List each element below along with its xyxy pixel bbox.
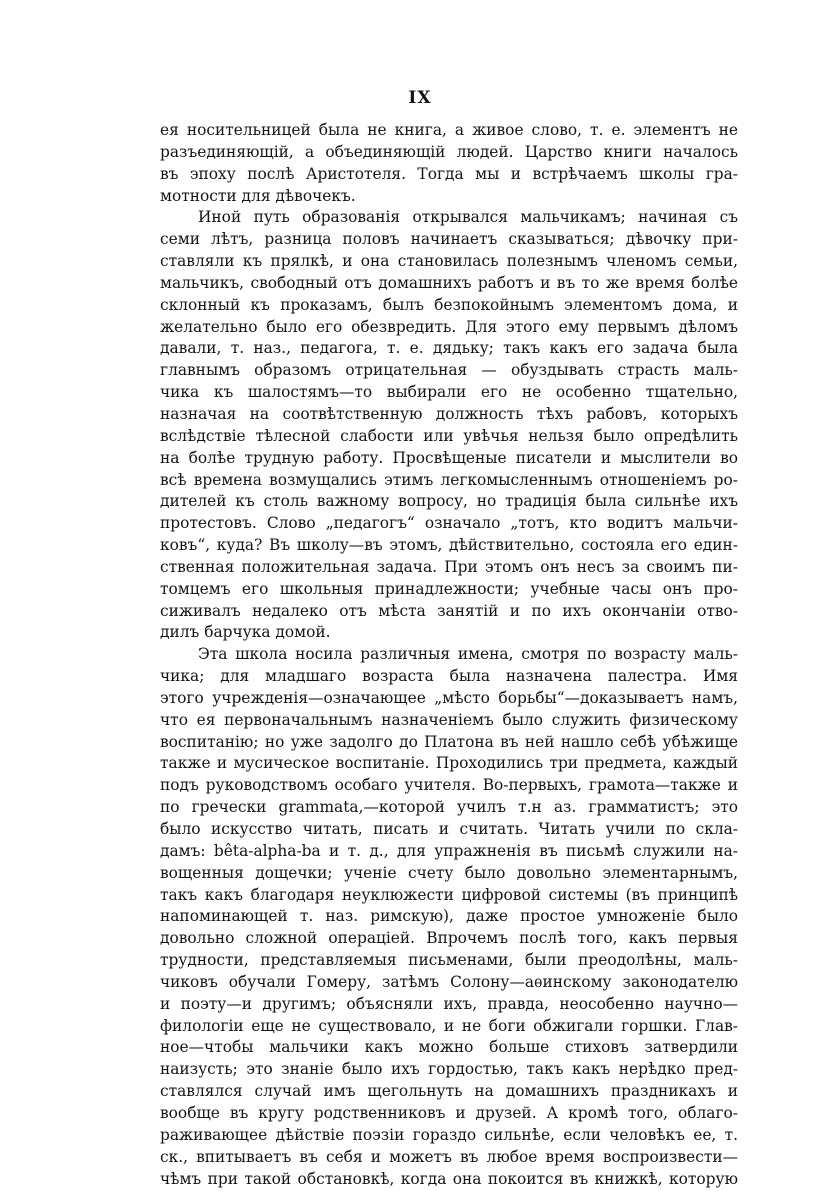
text-line: Иной путь образованія открывался мальчикамъ; начиная съ	[198, 208, 738, 227]
text-line: трудности, представляемыя письменами, были преодолѣны, маль-	[160, 951, 738, 970]
text-line: ковъ“, куда? Въ школу—въ этомъ, дѣйствительно, состояла его един-	[160, 536, 738, 555]
text-line: сиживалъ недалеко отъ мѣста занятій и по ихъ окончаніи отво-	[160, 601, 738, 620]
text-line: склонный къ проказамъ, былъ безпокойнымъ элементомъ дома, и	[160, 295, 738, 314]
text-line: вообще въ кругу родственниковъ и друзей. А кромѣ того, облаго-	[160, 1103, 738, 1122]
text-line: мотности для дѣвочекъ.	[160, 186, 356, 205]
text-line: ставляли къ прялкѣ, и она становилась полезнымъ членомъ семьи,	[160, 252, 738, 271]
text-line: также и мусическое воспитаніе. Проходились три предмета, каждый	[160, 754, 738, 773]
text-line: напоминающей т. наз. римскую), даже простое умноженіе было	[160, 907, 738, 926]
text-line: ное—чтобы мальчики какъ можно больше стиховъ затвердили	[160, 1038, 738, 1057]
text-line: Эта школа носила различныя имена, смотря по возрасту маль-	[198, 645, 738, 664]
text-line: назначая на соотвѣтственную должность тѣхъ рабовъ, которыхъ	[160, 404, 738, 423]
text-line: вощенныя дощечки; ученіе счету было довольно элементарнымъ,	[160, 863, 738, 882]
text-line: ставлялся случай имъ щегольнуть на домашнихъ праздникахъ и	[160, 1082, 738, 1101]
text-line: желательно было его обезвредить. Для этого ему первымъ дѣломъ	[160, 317, 738, 336]
text-line: и поэту—и другимъ; объясняли ихъ, правда, неособенно научно—	[160, 994, 738, 1013]
text-line: чика къ шалостямъ—то выбирали его не особенно тщательно,	[160, 383, 738, 402]
text-line: протестовъ. Слово „педагогъ“ означало „тотъ, кто водитъ мальчи-	[160, 514, 738, 533]
text-line: воспитанію; но уже задолго до Платона въ ней нашло себѣ убѣжище	[160, 732, 738, 751]
text-line: дителей къ столь важному вопросу, но традиція была сильнѣе ихъ	[160, 492, 738, 511]
text-line: семи лѣтъ, разница половъ начинаетъ сказываться; дѣвочку при-	[160, 230, 738, 249]
page-number: IX	[408, 88, 432, 108]
text-line: дилъ барчука домой.	[160, 623, 331, 642]
text-line: что ея первоначальнымъ назначеніемъ было служить физическому	[160, 710, 738, 729]
text-line: всѣ времена возмущались этимъ легкомысленнымъ отношеніемъ ро-	[160, 470, 738, 489]
text-line: довольно сложной операціей. Впрочемъ послѣ того, какъ первыя	[160, 929, 738, 948]
text-line: ственная положительная задача. При этомъ онъ несъ за своимъ пи-	[160, 557, 738, 576]
text-line: чѣмъ при такой обстановкѣ, когда она покоится въ книжкѣ, которую	[160, 1169, 738, 1188]
text-line: томцемъ его школьныя принадлежности; учебные часы онъ про-	[160, 579, 738, 598]
text-line: подъ руководствомъ особаго учителя. Во-первыхъ, грамота—также и	[160, 776, 738, 795]
text-line: этого учрежденія—означающее „мѣсто борьбы“—доказываетъ намъ,	[160, 688, 738, 707]
body-text	[160, 120, 738, 1190]
text-line: на болѣе трудную работу. Просвѣщеные писатели и мыслители во	[160, 448, 738, 467]
text-line: раживающее дѣйствіе поэзіи гораздо сильнѣе, если человѣкъ ее, т.	[160, 1125, 738, 1144]
text-line: по гречески grammata,—которой училъ т.н аз. грамматистъ; это	[160, 798, 738, 817]
text-line: чика; для младшаго возраста была назначена палестра. Имя	[160, 667, 738, 686]
text-line: ея носительницей была не книга, а живое слово, т. е. элементъ не	[160, 121, 738, 139]
text-line: наизусть; это знаніе было ихъ гордостью, такъ какъ нерѣдко пред-	[160, 1060, 738, 1079]
text-line: филологіи еще не существовало, и не боги обжигали горшки. Глав-	[160, 1016, 738, 1035]
text-line: дамъ: bêta-alpha-ba и т. д., для упражненія въ письмѣ служили на-	[160, 841, 738, 860]
text-line: такъ какъ благодаря неуклюжести цифровой системы (въ принципѣ	[160, 885, 738, 904]
text-line: въ эпоху послѣ Аристотеля. Тогда мы и встрѣчаемъ школы гра-	[160, 164, 738, 183]
text-line: вслѣдствіе тѣлесной слабости или увѣчья нельзя было опредѣлить	[160, 426, 738, 445]
text-line: главнымъ образомъ отрицательная — обуздывать страсть маль-	[160, 361, 738, 380]
text-line: ск., впитываетъ въ себя и можетъ въ любое время воспроизвести—	[160, 1147, 738, 1166]
text-line: давали, т. наз., педагога, т. е. дядьку; такъ какъ его задача была	[160, 339, 738, 358]
text-line: мальчикъ, свободный отъ домашнихъ работъ и въ то же время болѣе	[160, 273, 738, 292]
text-line: было искусство читать, писать и считать. Читать учили по скла-	[160, 820, 738, 838]
text-line: чиковъ обучали Гомеру, затѣмъ Солону—аѳинскому законодателю	[160, 972, 738, 991]
text-line: разъединяющій, а объединяющій людей. Царство книги началось	[160, 142, 738, 161]
